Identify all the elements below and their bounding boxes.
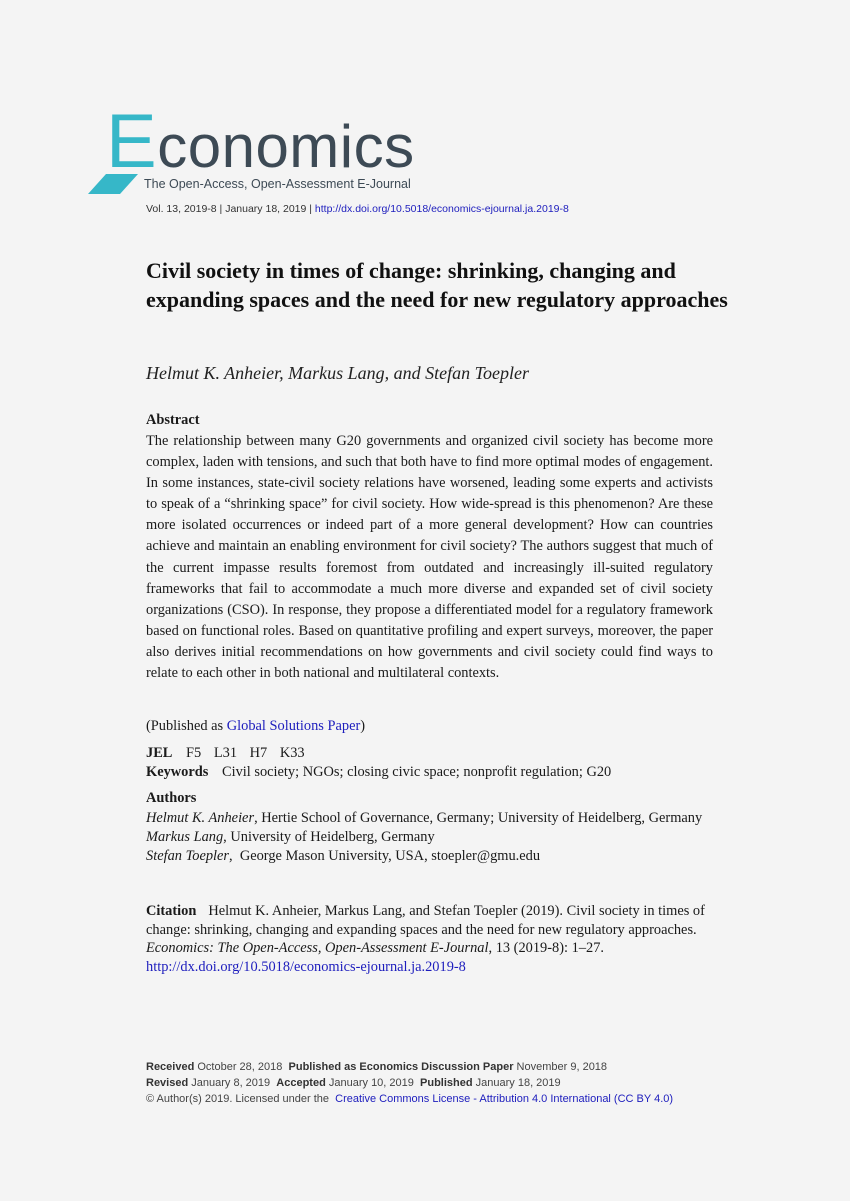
history-line-2: Revised January 8, 2019 Accepted January 10, 2019 Published January 18, 2019 — [146, 1077, 561, 1089]
issue-meta — [146, 203, 569, 215]
volume-date: Vol. 13, 2019-8 | January 18, 2019 | — [146, 203, 312, 215]
citation: Citation Helmut K. Anheier, Markus Lang, and Stefan Toepler (2019). Civil society in times of change: shrinking, changing and expanding spaces and the need for new regulatory approaches. Economics: The Open-Access, Open-Assessment E-Journal, 13 (2019-8): 1–27. http://dx.doi.org/10.5018/economics-ejournal.ja.2019-8 — [146, 903, 705, 975]
jel-code: K33 — [279, 745, 305, 761]
author-entry: Helmut K. Anheier, Hertie School of Governance, Germany; University of Heidelberg, Germany — [146, 810, 703, 826]
author-entry: Stefan Toepler, George Mason University, USA, stoepler@gmu.edu — [146, 848, 541, 864]
jel-code: L31 — [213, 745, 238, 761]
authors-heading: Authors — [146, 790, 197, 806]
abstract-heading: Abstract — [146, 412, 200, 428]
logo-wordmark: Economics — [106, 99, 415, 184]
license-line: © Author(s) 2019. Licensed under the Creative Commons License - Attribution 4.0 International (CC BY 4.0) — [146, 1093, 674, 1105]
author-entry: Markus Lang, University of Heidelberg, Germany — [146, 829, 435, 845]
citation-doi-link[interactable]: http://dx.doi.org/10.5018/economics-ejournal.ja.2019-8 — [146, 958, 466, 975]
jel-code: F5 — [186, 745, 202, 761]
published-as: (Published as Global Solutions Paper) — [146, 718, 366, 734]
jel-codes — [146, 743, 314, 764]
jel-label: JEL — [146, 745, 173, 761]
keywords — [146, 762, 611, 783]
keywords-label: Keywords — [146, 764, 209, 780]
doi-link[interactable]: http://dx.doi.org/10.5018/economics-ejournal.ja.2019-8 — [314, 203, 569, 215]
paper-title: Civil society in times of change: shrinking, changing and expanding spaces and the need for new regulatory approaches — [146, 258, 728, 312]
authors-list — [146, 809, 713, 866]
global-solutions-link[interactable]: Global Solutions Paper — [226, 718, 361, 734]
journal-logo — [88, 99, 428, 198]
citation-journal: Economics: The Open-Access, Open-Assessment E-Journal — [146, 940, 489, 956]
abstract-body: The relationship between many G20 governments and organized civil society has become more complex, laden with tensions, and such that both have to find more optimal modes of engagement. In some instances, state-civil society relations have worsened, leading some experts and activists to speak of a “shrinking space” for civil society. How wide-spread is this phenomenon? Are these more isolated occurrences or indeed part of a more general development? How can countries achieve and maintain an enabling environment for civil society? The authors suggest that much of the current impasse results foremost from outdated and increasingly ill-suited regulatory frameworks that fail to accommodate a much more diverse and expanded set of civil society organizations (CSO). In response, they propose a differentiated model for a regulatory framework based on functional roles. Based on quantitative profiling and expert surveys, moreover, the paper also derives initial recommendations on how governments and civil society could find ways to relate to each other in both national and multilateral contexts. — [146, 433, 713, 682]
paper-authors: Helmut K. Anheier, Markus Lang, and Stefan Toepler — [146, 363, 529, 383]
logo-tagline: The Open-Access, Open-Assessment E-Journal — [144, 177, 411, 191]
history-line-1: Received October 28, 2018 Published as Economics Discussion Paper November 9, 2018 — [146, 1061, 608, 1073]
jel-code: H7 — [249, 745, 268, 761]
citation-label: Citation — [146, 903, 197, 919]
license-link[interactable]: Creative Commons License - Attribution 4.0 International (CC BY 4.0) — [335, 1093, 674, 1105]
keywords-value: Civil society; NGOs; closing civic space; nonprofit regulation; G20 — [221, 764, 612, 780]
publication-history — [146, 1059, 673, 1107]
